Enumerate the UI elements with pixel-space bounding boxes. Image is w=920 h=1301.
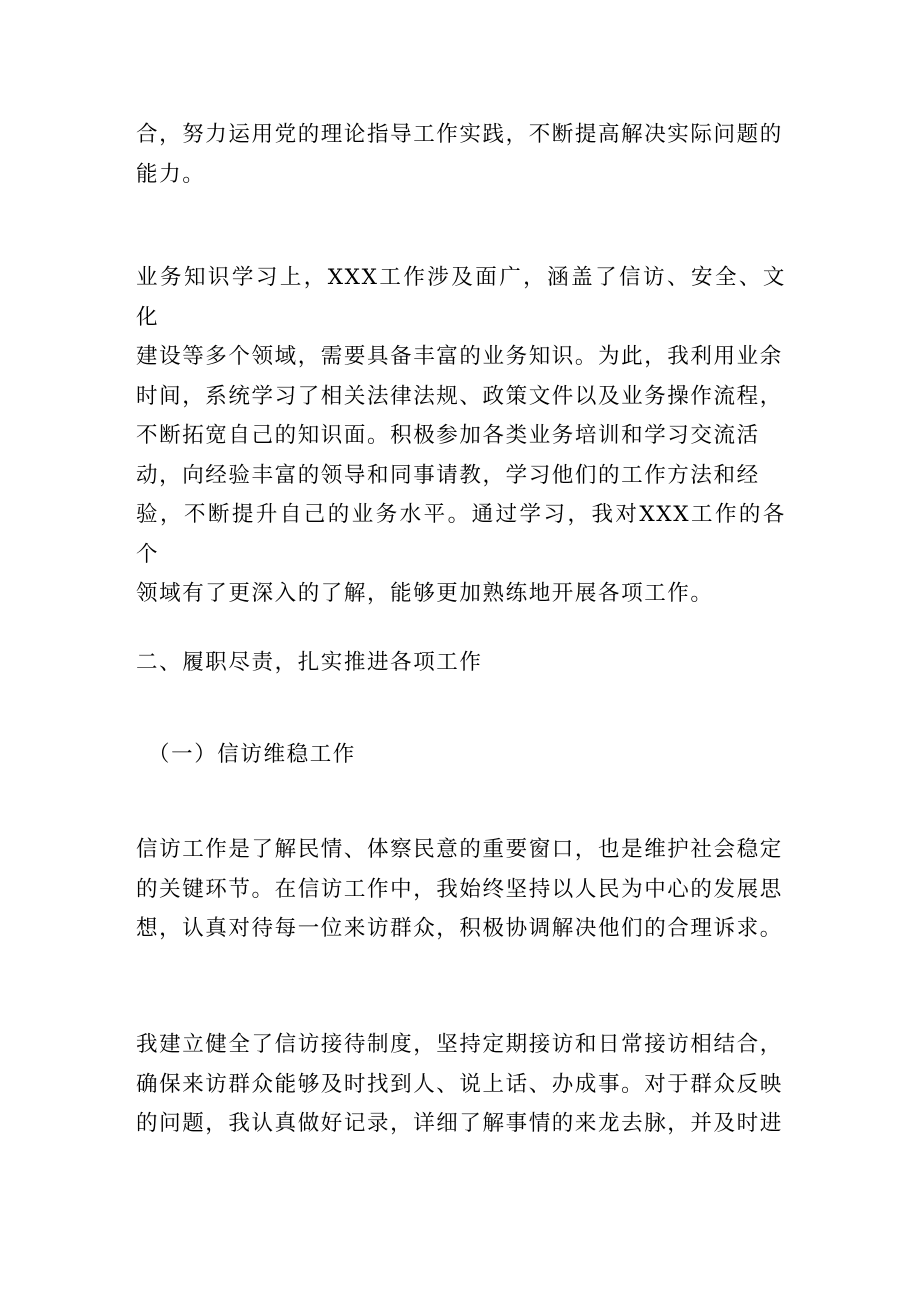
paragraph-business-knowledge xyxy=(136,258,786,614)
section-heading: 二、履职尽责，扎实推进各项工作 xyxy=(136,650,483,675)
text-line: 不断拓宽自己的知识面。积极参加各类业务培训和学习交流活 xyxy=(136,423,760,448)
text-line: 建设等多个领域，需要具备丰富的业务知识。为此，我利用业余 xyxy=(136,344,783,369)
text-line: 能力。 xyxy=(136,161,206,187)
text-line: 时间，系统学习了相关法律法规、政策文件以及业务操作流程， xyxy=(136,383,783,409)
text-line: 领域有了更深入的了解，能够更加熟练地开展各项工作。 xyxy=(136,581,714,606)
text-line: 的关键环节。在信访工作中，我始终坚持以人民为中心的发展思 xyxy=(136,876,783,902)
subsection-heading: （一）信访维稳工作 xyxy=(148,742,356,767)
text-line: 信访工作是了解民情、体察民意的重要窗口，也是维护社会稳定 xyxy=(136,837,783,862)
text-line: 想，认真对待每一位来访群众，积极协调解决他们的合理诉求。 xyxy=(136,916,783,941)
paragraph-reception-system xyxy=(136,1025,786,1144)
text-line: 验，不断提升自己的业务水平。通过学习，我对XXX工作的各个 xyxy=(136,502,786,567)
text-line: 我建立健全了信访接待制度，坚持定期接访和日常接访相结合， xyxy=(136,1032,783,1057)
text-line: 动，向经验丰富的领导和同事请教，学习他们的工作方法和经 xyxy=(136,462,760,488)
text-line: 业务知识学习上，XXX工作涉及面广，涵盖了信访、安全、文化 xyxy=(136,265,786,330)
paragraph-petition-work xyxy=(136,830,786,949)
text-line: 确保来访群众能够及时找到人、说上话、办成事。对于群众反映 xyxy=(136,1071,783,1097)
text-line: 的问题，我认真做好记录，详细了解事情的来龙去脉，并及时进 xyxy=(136,1111,783,1136)
text-line: 合，努力运用党的理论指导工作实践，不断提高解决实际问题的 xyxy=(136,122,783,147)
paragraph-theory-practice xyxy=(136,115,786,194)
